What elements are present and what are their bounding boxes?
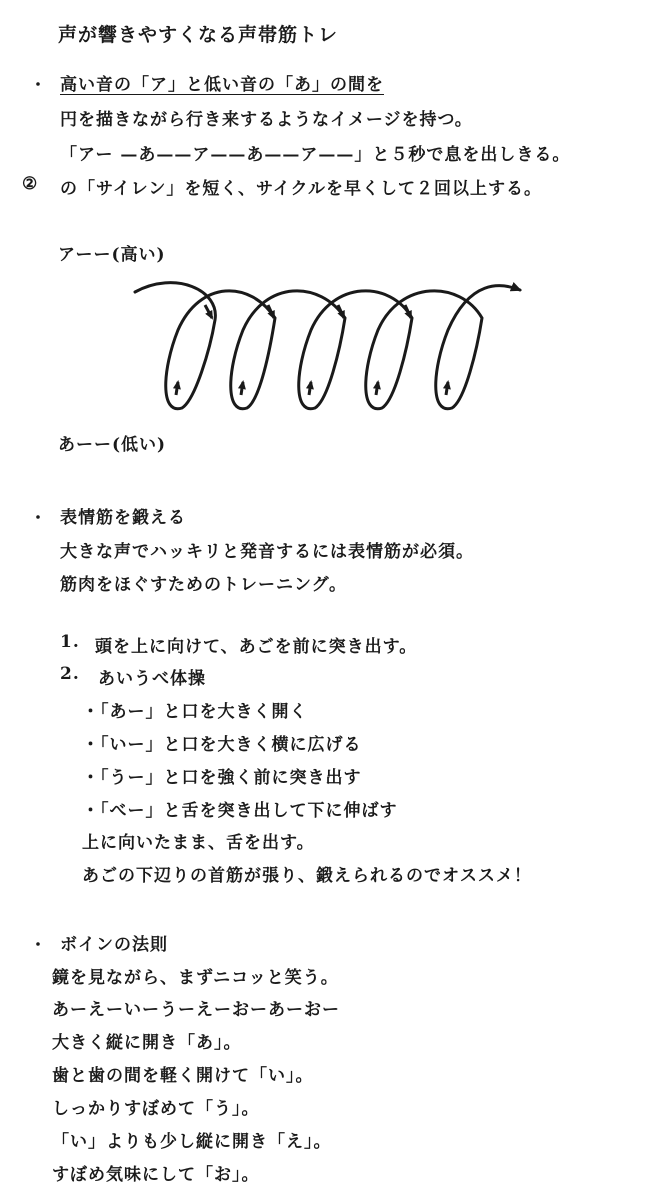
spiral-line (135, 283, 520, 409)
closing-line: あごの下辺りの首筋が張り、鍛えられるのでオススメ！ (82, 866, 532, 886)
direction-arrow (176, 382, 178, 395)
direction-arrow (309, 382, 311, 395)
sub-item: ・「うー」と口を強く前に突き出す (82, 768, 362, 788)
section3-heading: ボインの法則 (60, 935, 168, 955)
diagram-low-label: あーー(低い) (58, 435, 167, 455)
section2-line: 筋肉をほぐすためのトレーニング。 (60, 575, 347, 595)
direction-arrow (241, 382, 243, 395)
section3-line: 「い」よりも少し縦に開き「え」。 (52, 1132, 332, 1152)
sub-item: ・「いー」と口を大きく横に広げる (82, 735, 362, 755)
section3-line: 大きく縦に開き「あ」。 (52, 1033, 242, 1053)
bullet-marker: ・ (30, 935, 47, 954)
section1-note: の「サイレン」を短く、サイクルを早くして２回以上する。 (60, 179, 543, 199)
section2-line: 大きな声でハッキリと発音するには表情筋が必須。 (60, 542, 474, 562)
diagram-high-label: アーー(高い) (58, 245, 166, 265)
step-number: 2. (60, 664, 80, 684)
closing-line: 上に向いたまま、舌を出す。 (82, 833, 315, 853)
direction-arrow (205, 305, 212, 318)
sub-item: ・「べー」と舌を突き出して下に伸ばす (82, 801, 398, 821)
section2-heading: 表情筋を鍛える (60, 508, 186, 528)
section3-line: 鏡を見ながら、まずニコッと笑う。 (52, 968, 339, 988)
page-title: 声が響きやすくなる声帯筋トレ (58, 24, 339, 46)
bullet-marker: ・ (30, 508, 47, 527)
bullet-marker: ・ (30, 75, 47, 94)
direction-arrow (376, 382, 378, 395)
step-text: あいうべ体操 (98, 669, 206, 689)
section1-line: 「アー —あ——ア——あ——ア——」と５秒で息を出しきる。 (60, 145, 571, 165)
step-number: 1. (60, 632, 80, 652)
step-text: 頭を上に向けて、あごを前に突き出す。 (95, 637, 418, 657)
section3-line: すぼめ気味にして「お」。 (52, 1165, 260, 1185)
sub-item: ・「あー」と口を大きく開く (82, 702, 308, 722)
section1-line: 高い音の「ア」と低い音の「あ」の間を (60, 75, 384, 95)
section3-line: しっかりすぼめて「う」。 (52, 1099, 260, 1119)
note-marker: ② (22, 174, 39, 194)
section3-line: 歯と歯の間を軽く開けて「い」。 (52, 1066, 314, 1086)
direction-arrow (446, 382, 448, 395)
section1-line: 円を描きながら行き来するようなイメージを持つ。 (60, 110, 473, 130)
section3-line: あーえーいーうーえーおーあーおー (52, 1000, 340, 1020)
